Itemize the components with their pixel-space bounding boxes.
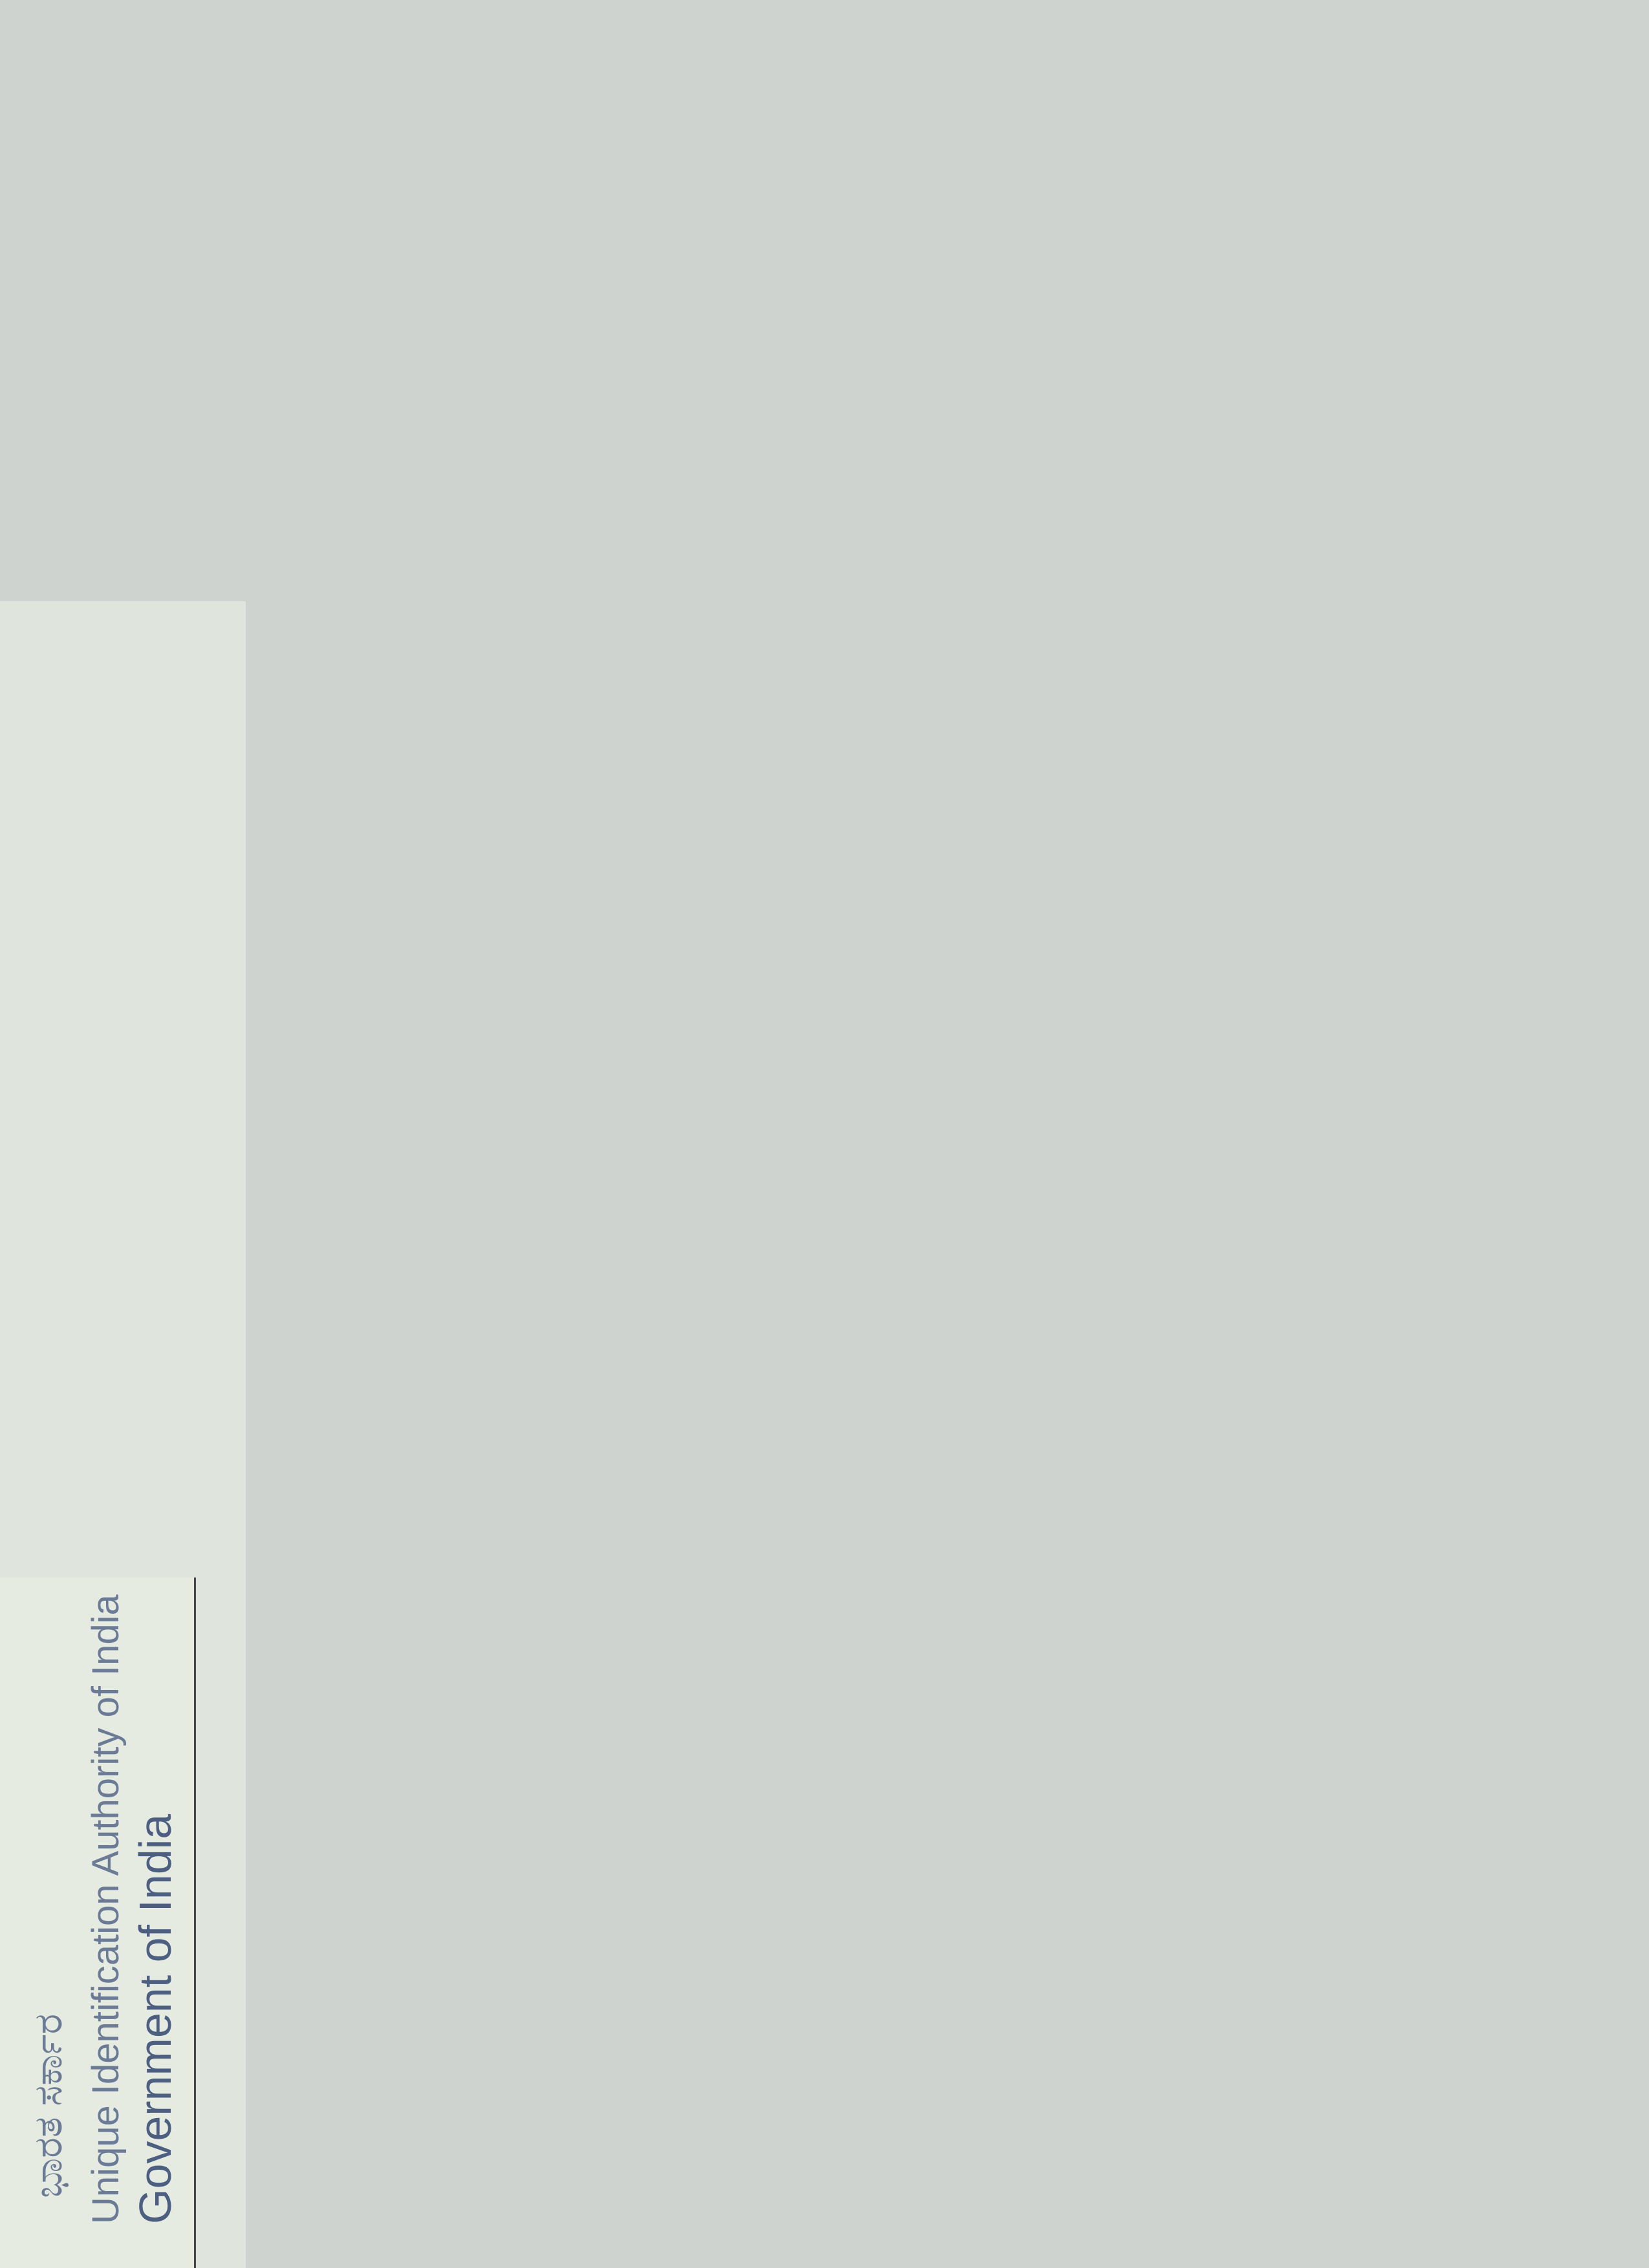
aadhaar-goi: Government of India <box>130 1813 180 2224</box>
aadhaar-kannada: ಭಾರತ ಸರ್ಕಾರ <box>27 2013 70 2198</box>
aadhaar-uidai: Unique Identification Authority of India <box>85 1594 127 2224</box>
